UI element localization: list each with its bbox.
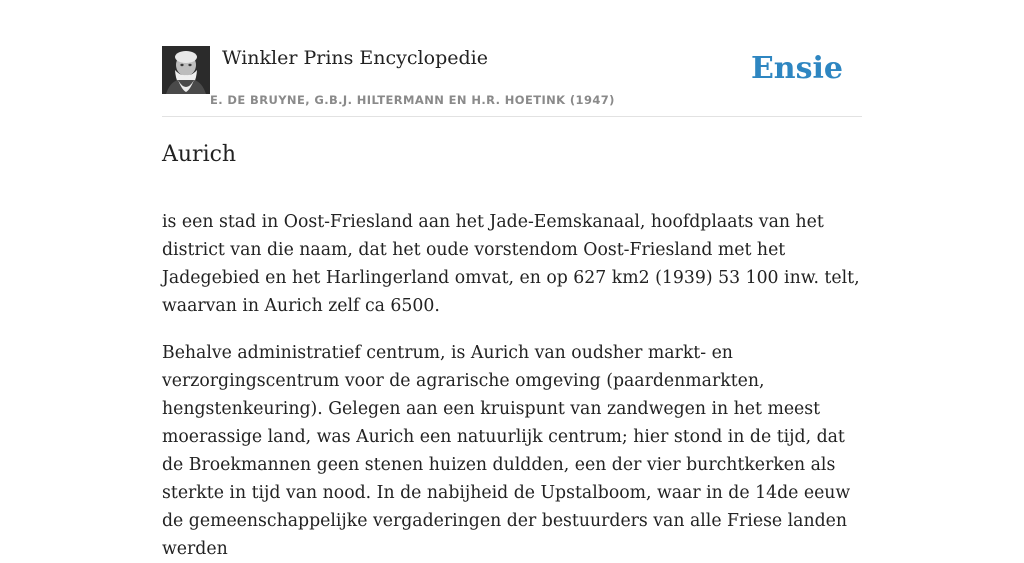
author-credits: E. DE BRUYNE, G.B.J. HILTERMANN EN H.R. HOETINK (1947) [210,93,615,107]
article-paragraph-2: Behalve administratief centrum, is Aurich van oudsher markt- en verzorgingscentrum voor de agrarische omgeving (paardenmarkten, hengstenkeuring). Gelegen aan een kruispunt van zandwegen in het meest moerassige land, was Aurich een natuurlijk centrum; hier stond in de tijd, dat de Broekmannen geen stenen huizen duldden, een der vier burchtkerken als sterkte in tijd van nood. In de nabijheid de Upstalboom, waar in de 14de eeuw de gemeenschappelijke vergaderingen der bestuurders van alle Friese landen werden [162,343,851,559]
page-header [162,46,862,117]
ensie-logo-link[interactable]: Ensie [750,51,843,86]
site-title[interactable]: Winkler Prins Encyclopedie [222,47,488,69]
article [162,140,862,563]
bearded-man-portrait-icon [162,46,210,94]
author-avatar[interactable] [162,46,210,94]
article-paragraph-1: is een stad in Oost-Friesland aan het Jade-Eemskanaal, hoofdplaats van het district van die naam, dat het oude vorstendom Oost-Friesland met het Jadegebied en het Harlingerland omvat, en op 627 km2 (1939) 53 100 inw. telt, waarvan in Aurich zelf ca 6500. [162,212,860,316]
article-title: Aurich [162,142,237,167]
